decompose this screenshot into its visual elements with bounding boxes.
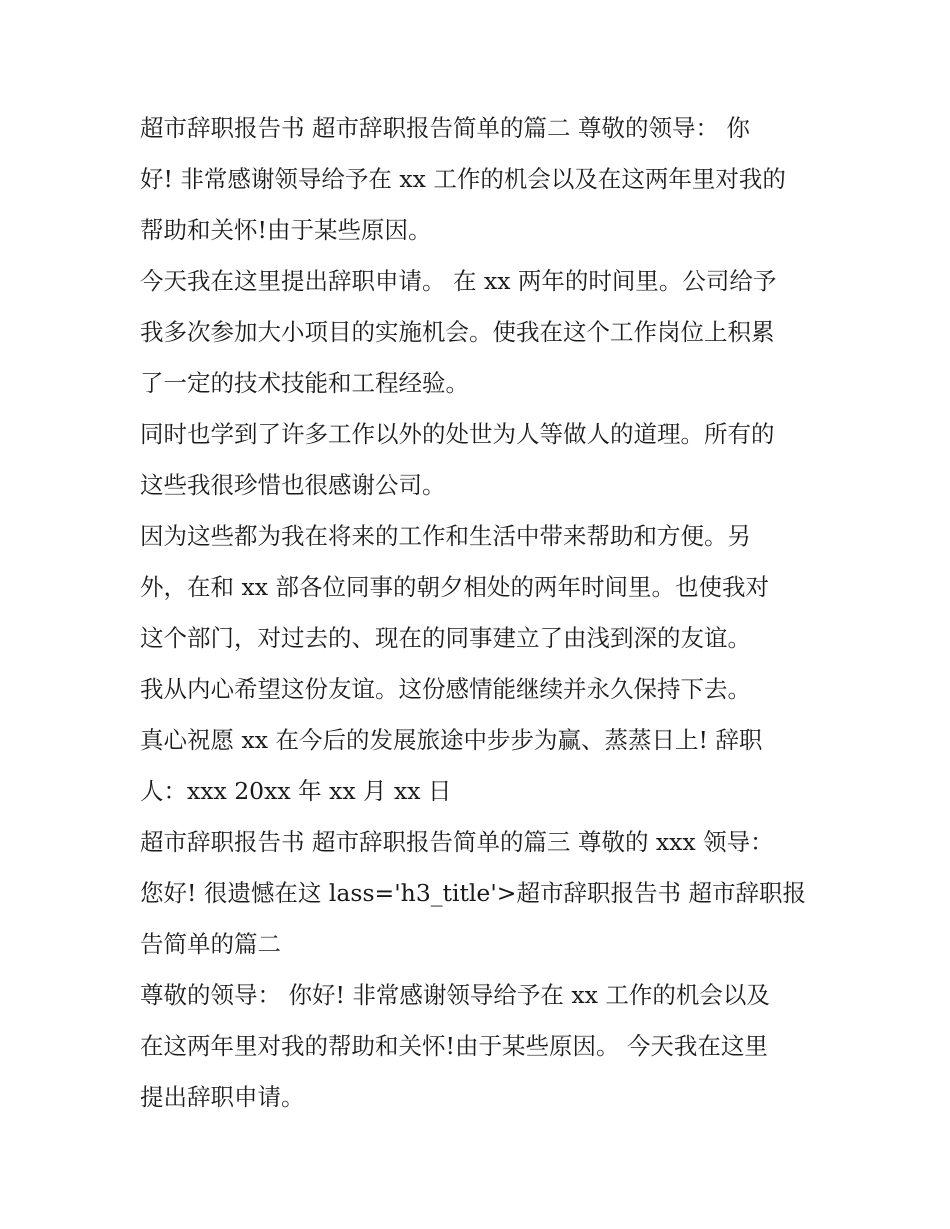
text-line: 我多次参加大小项目的实施机会。使我在这个工作岗位上积累 (140, 318, 775, 346)
text-line: 超市辞职报告书 超市辞职报告简单的篇二 尊敬的领导： 你 (140, 114, 750, 142)
text-line: 我从内心希望这份友谊。这份感情能继续并永久保持下去。 (140, 675, 751, 703)
text-line: 在这两年里对我的帮助和关怀!由于某些原因。 今天我在这里 (140, 1032, 768, 1060)
document-body (140, 103, 820, 1123)
text-line: 今天我在这里提出辞职申请。 在 xx 两年的时间里。公司给予 (140, 267, 777, 295)
text-line: 尊敬的领导： 你好! 非常感谢领导给予在 xx 工作的机会以及 (140, 981, 770, 1009)
text-line: 真心祝愿 xx 在今后的发展旅途中步步为赢、蒸蒸日上! 辞职 (140, 726, 763, 754)
text-line: 好! 非常感谢领导给予在 xx 工作的机会以及在这两年里对我的 (140, 165, 786, 193)
text-line: 因为这些都为我在将来的工作和生活中带来帮助和方便。另 (140, 522, 751, 550)
text-line: 这些我很珍惜也很感谢公司。 (140, 471, 446, 499)
text-line: 超市辞职报告书 超市辞职报告简单的篇三 尊敬的 xxx 领导： (140, 828, 774, 856)
text-line: 这个部门，对过去的、现在的同事建立了由浅到深的友谊。 (140, 624, 751, 652)
text-line: 告简单的篇二 (140, 930, 281, 958)
text-line: 您好! 很遗憾在这 lass='h3_title'>超市辞职报告书 超市辞职报 (140, 879, 806, 907)
text-line: 外，在和 xx 部各位同事的朝夕相处的两年时间里。也使我对 (140, 573, 769, 601)
text-line: 人：xxx 20xx 年 xx 月 xx 日 (140, 777, 452, 805)
text-line: 帮助和关怀!由于某些原因。 (140, 216, 432, 244)
text-line: 了一定的技术技能和工程经验。 (140, 369, 469, 397)
text-line: 同时也学到了许多工作以外的处世为人等做人的道理。所有的 (140, 420, 775, 448)
text-line: 提出辞职申请。 (140, 1083, 305, 1111)
